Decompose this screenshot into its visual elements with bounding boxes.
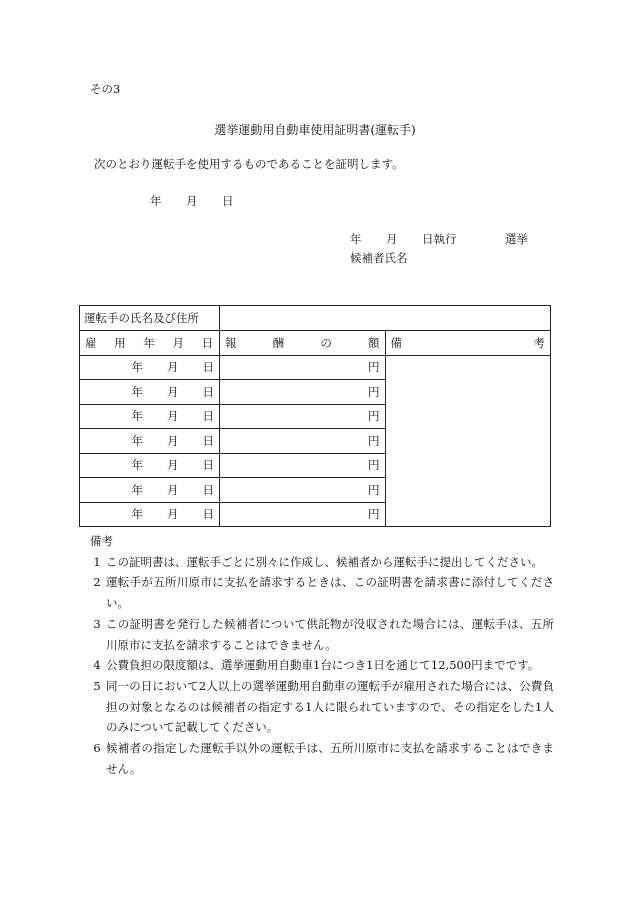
date-day: 日 <box>202 458 214 473</box>
date-year: 年 <box>131 458 143 473</box>
remuneration-cell[interactable]: 円 <box>220 502 386 527</box>
date-month: 月 <box>167 458 179 473</box>
table-row <box>80 355 551 380</box>
employment-date-cell[interactable] <box>80 429 220 454</box>
note-number: 6 <box>93 741 101 756</box>
date-year: 年 <box>131 433 143 448</box>
note-item <box>88 572 554 613</box>
date-month: 月 <box>167 384 179 399</box>
remarks-header <box>385 331 551 356</box>
note-text: この証明書を発行した候補者について供託物が没収された場合には、運転手は、五所川原市に支払を請求することはできません。 <box>106 616 554 652</box>
note-item <box>88 655 554 676</box>
date-year: 年 <box>131 507 143 522</box>
employment-date-cell[interactable] <box>80 502 220 527</box>
employment-date-cell[interactable] <box>80 380 220 405</box>
document-title: 選挙運動用自動車使用証明書(運転手) <box>214 123 416 137</box>
note-number: 4 <box>93 658 101 673</box>
employment-date-cell[interactable] <box>80 404 220 429</box>
remuneration-cell[interactable]: 円 <box>220 380 386 405</box>
note-text: 候補者の指定した運転手以外の運転手は、五所川原市に支払を請求することはできません。 <box>106 741 554 776</box>
remarks-header-char-2: 考 <box>533 335 545 350</box>
note-number: 1 <box>93 554 101 569</box>
date-day: 日 <box>202 384 214 399</box>
section-number: その3 <box>90 82 121 96</box>
date-year: 年 <box>131 360 143 375</box>
date-day: 日 <box>202 433 214 448</box>
issue-date-day: 日 <box>222 194 234 208</box>
remarks-cell[interactable] <box>385 355 551 527</box>
name-address-label: 運転手の氏名及び住所 <box>80 306 220 331</box>
note-item <box>88 676 554 738</box>
date-day: 日 <box>202 507 214 522</box>
election-name: 選挙 <box>505 232 528 246</box>
date-month: 月 <box>167 482 179 497</box>
issue-date-month: 月 <box>186 194 198 208</box>
note-item <box>88 614 554 655</box>
date-month: 月 <box>167 409 179 424</box>
note-number: 2 <box>93 575 101 590</box>
note-item <box>88 738 554 779</box>
notes-section <box>88 531 554 779</box>
note-text: 運転手が五所川原市に支払を請求するときは、この証明書を請求書に添付してください。 <box>106 575 554 611</box>
date-day: 日 <box>202 360 214 375</box>
remuneration-cell[interactable]: 円 <box>220 355 386 380</box>
date-day: 日 <box>202 409 214 424</box>
candidate-name-label: 候補者氏名 <box>350 251 408 265</box>
notes-heading: 備考 <box>90 534 113 548</box>
date-month: 月 <box>167 433 179 448</box>
date-month: 月 <box>167 360 179 375</box>
remuneration-header-char-4: 額 <box>367 335 380 350</box>
remuneration-header-char-3: の <box>320 335 332 350</box>
note-text: この証明書は、運転手ごとに別々に作成し、候補者から運転手に提出してください。 <box>106 554 543 569</box>
date-day: 日 <box>202 482 214 497</box>
employment-date-header <box>80 331 220 356</box>
date-year: 年 <box>131 409 143 424</box>
certification-statement: 次のとおり運転手を使用するものであることを証明します。 <box>94 157 404 171</box>
remuneration-header-char-1: 報 <box>225 335 237 350</box>
remarks-header-char-1: 備 <box>390 335 402 350</box>
remuneration-header-char-2: 酬 <box>272 335 285 350</box>
employment-date-cell[interactable] <box>80 453 220 478</box>
employment-date-cell[interactable] <box>80 478 220 503</box>
issue-date-year: 年 <box>150 194 162 208</box>
remuneration-cell[interactable]: 円 <box>220 429 386 454</box>
election-month: 月 <box>386 232 398 246</box>
note-number: 5 <box>93 678 101 693</box>
remuneration-cell[interactable]: 円 <box>220 478 386 503</box>
note-text: 公費負担の限度額は、選挙運動用自動車1台につき1日を通じて12,500円までです。 <box>106 658 540 673</box>
date-year: 年 <box>131 482 143 497</box>
date-year: 年 <box>131 384 143 399</box>
driver-employment-table <box>79 305 551 527</box>
note-text: 同一の日において2人以上の選挙運動用自動車の運転手が雇用された場合には、公費負担の対象となるのは候補者の指定する1人に限られていますので、その指定をした1人のみについて記載してください。 <box>106 678 554 735</box>
note-number: 3 <box>93 616 101 631</box>
remuneration-cell[interactable]: 円 <box>220 404 386 429</box>
remuneration-cell[interactable]: 円 <box>220 453 386 478</box>
remuneration-header <box>220 331 386 356</box>
date-month: 月 <box>167 507 179 522</box>
election-execution-day: 日執行 <box>422 232 457 246</box>
employment-date-header-text: 雇 用 年 月 日 <box>85 335 214 350</box>
employment-date-cell[interactable] <box>80 355 220 380</box>
note-item <box>88 552 554 573</box>
election-year: 年 <box>350 232 362 246</box>
name-address-field[interactable] <box>220 306 551 331</box>
